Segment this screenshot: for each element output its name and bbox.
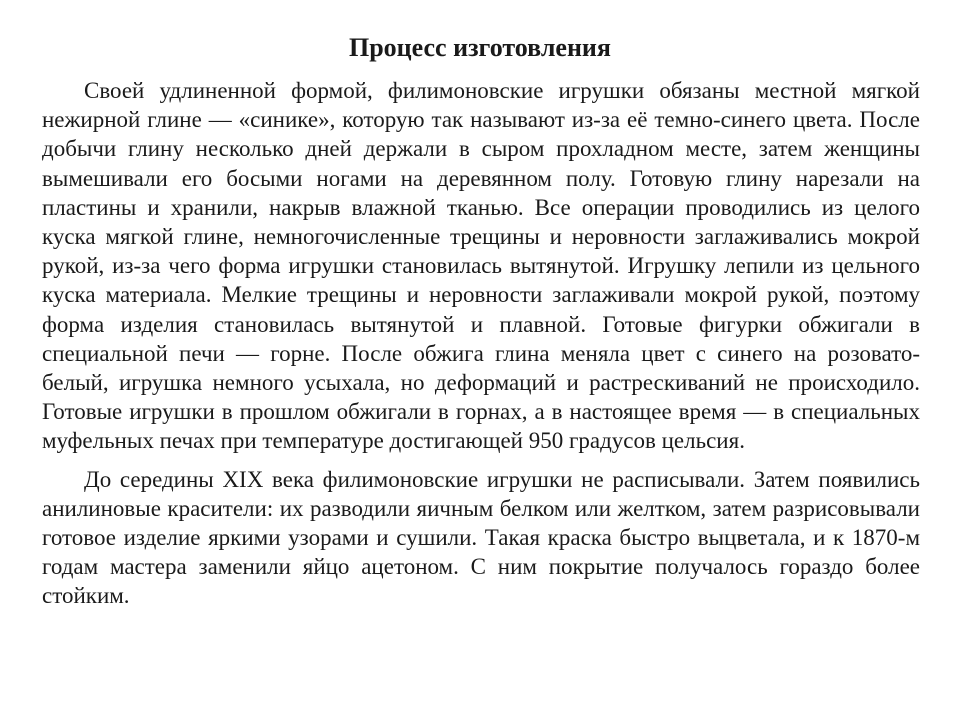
slide-title: Процесс изготовления	[349, 33, 611, 62]
slide-body	[42, 76, 920, 611]
paragraph-manufacturing: Своей удлиненной формой, филимоновские игрушки обязаны местной мягкой нежирной глине — «синике», которую так называют из-за её темно-синего цвета. После добычи глину несколько дней держали в сыром прохладном месте, затем женщины вымешивали его босыми ногами на деревянном полу. Готовую глину нарезали на пластины и хранили, накрыв влажной тканью. Все операции проводились из целого куска мягкой глине, немногочисленные трещины и неровности заглаживались мокрой рукой, из-за чего форма игрушки становилась вытянутой. Игрушку лепили из цельного куска материала. Мелкие трещины и неровности заглаживали мокрой рукой, поэтому форма изделия становилась вытянутой и плавной. Готовые фигурки обжигали в специальной печи — горне. После обжига глина меняла цвет с синего на розовато-белый, игрушка немного усыхала, но деформаций и растрескиваний не происходило. Готовые игрушки в прошлом обжигали в горнах, а в настоящее время — в специальных муфельных печах при температуре достигающей 950 градусов цельсия.	[42, 78, 920, 454]
paragraph-painting: До середины XIX века филимоновские игрушки не расписывали. Затем появились анилиновые красители: их разводили яичным белком или желтком, затем разрисовывали готовое изделие яркими узорами и сушили. Такая краска быстро выцветала, и к 1870-м годам мастера заменили яйцо ацетоном. С ним покрытие получалось гораздо более стойким.	[42, 466, 920, 609]
